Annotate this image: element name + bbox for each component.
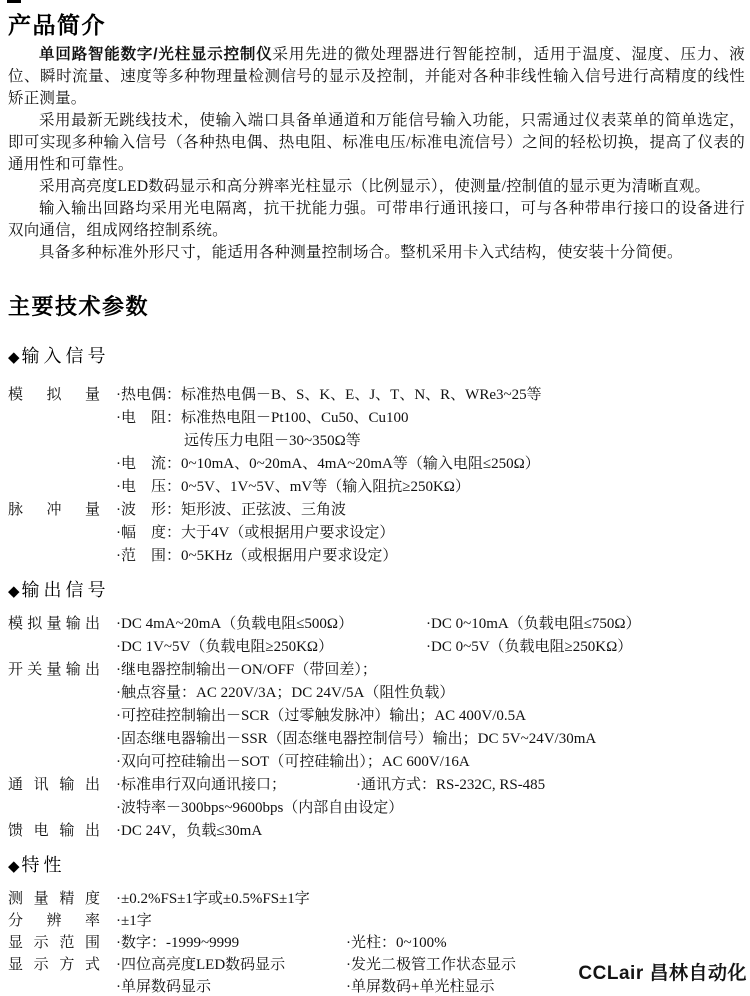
diamond-icon: ◆ (8, 350, 20, 366)
spec-label (8, 453, 100, 476)
spec-value: ·通讯方式：RS-232C, RS-485 (356, 777, 546, 793)
spec-row (8, 774, 745, 797)
spec-label (8, 636, 100, 659)
spec-row (8, 682, 745, 705)
intro-paragraph-3: 采用高亮度LED数码显示和高分辨率光柱显示（比例显示），使测量/控制值的显示更为清晰直观。 (39, 178, 711, 195)
spec-value: ·热电偶：标准热电偶－B、S、K、E、J、T、N、R、WRe3~25等 (116, 387, 542, 403)
spec-value: ·波特率－300bps~9600bps（内部自由设定） (116, 800, 404, 816)
spec-label: 馈电输出 (8, 823, 100, 839)
spec-label (8, 751, 100, 774)
diamond-icon: ◆ (8, 859, 20, 875)
spec-row (8, 407, 745, 430)
spec-value: ·±0.2%FS±1字或±0.5%FS±1字 (116, 891, 310, 907)
spec-label (8, 430, 100, 453)
intro-paragraph-5: 具备多种标准外形尺寸，能适用各种测量控制场合。整机采用卡入式结构，使安装十分简便。 (39, 244, 683, 261)
spec-row (8, 797, 745, 820)
spec-label (8, 728, 100, 751)
spec-value: ·四位高亮度LED数码显示 (116, 957, 286, 973)
input-signal-section (8, 384, 745, 568)
spec-value: ·波 形：矩形波、正弦波、三角波 (116, 502, 346, 518)
spec-label (8, 797, 100, 820)
spec-row (8, 453, 745, 476)
features-heading (8, 853, 745, 880)
spec-value: ·光柱：0~100% (346, 935, 447, 951)
intro-paragraph-4: 输入输出回路均采用光电隔离，抗干扰能力强。可带串行通讯接口，可与各种带串行接口的设备进行双向通信，组成网络控制系统。 (8, 200, 745, 239)
spec-value: ·双向可控硅输出－SOT（可控硅输出）；AC 600V/16A (116, 754, 470, 770)
spec-label (8, 705, 100, 728)
spec-row (8, 820, 745, 843)
spec-row (8, 636, 745, 659)
spec-row (8, 659, 745, 682)
corner-mark (7, 0, 21, 3)
spec-value: ·电 流：0~10mA、0~20mA、4mA~20mA等（输入电阻≤250Ω） (116, 456, 540, 472)
spec-value: ·数字：-1999~9999 (116, 935, 240, 951)
spec-value: ·DC 1V~5V（负载电阻≥250KΩ） (116, 639, 334, 655)
output-signal-heading-text: 输出信号 (21, 580, 110, 600)
intro-paragraph-2: 采用最新无跳线技术，使输入端口具备单通道和万能信号输入功能，只需通过仪表菜单的简单选定，即可实现多种输入信号（各种热电偶、热电阻、标准电压/标准电流信号）之间的轻松切换，提高了仪表的通用性和可靠性。 (8, 112, 745, 173)
spec-row (8, 728, 745, 751)
spec-row (8, 910, 745, 932)
spec-value: ·电 压：0~5V、1V~5V、mV等（输入阻抗≥250KΩ） (116, 479, 470, 495)
spec-row (8, 430, 745, 453)
input-signal-heading (8, 344, 745, 371)
spec-value: ·单屏数码显示 (116, 979, 211, 995)
spec-value: 远传压力电阻－30~350Ω等 (184, 433, 361, 449)
spec-value: ·DC 0~5V（负载电阻≥250KΩ） (426, 639, 633, 655)
spec-value: ·范 围：0~5KHz（或根据用户要求设定） (116, 548, 398, 564)
spec-value: ·发光二极管工作状态显示 (346, 957, 516, 973)
spec-label (8, 682, 100, 705)
spec-label: 显示范围 (8, 935, 100, 951)
spec-label: 测量精度 (8, 891, 100, 907)
spec-label: 分辨率 (8, 913, 100, 929)
spec-label (8, 545, 100, 568)
spec-value: ·固态继电器输出－SSR（固态继电器控制信号）输出；DC 5V~24V/30mA (116, 731, 597, 747)
spec-label (8, 407, 100, 430)
spec-row (8, 476, 745, 499)
spec-value: ·±1字 (116, 913, 152, 929)
spec-value: ·电 阻：标准热电阻－Pt100、Cu50、Cu100 (116, 410, 409, 426)
intro-paragraph-1-text: 采用先进的微处理器进行智能控制，适用于温度、湿度、压力、液位、瞬时流量、速度等多种物理量检测信号的显示及控制，并能对各种非线性输入信号进行高精度的线性矫正测量。 (8, 46, 745, 107)
output-signal-heading (8, 578, 745, 605)
brand-watermark: CCLair 昌林自动化 (578, 963, 747, 984)
spec-value: ·DC 0~10mA（负载电阻≤750Ω） (426, 616, 641, 632)
spec-value: ·单屏数码+单光柱显示 (346, 979, 495, 995)
spec-row (8, 888, 745, 910)
spec-label: 脉冲量 (8, 502, 100, 518)
spec-label (8, 522, 100, 545)
spec-row (8, 932, 745, 954)
diamond-icon: ◆ (8, 584, 20, 600)
spec-value: ·DC 4mA~20mA（负载电阻≤500Ω） (116, 616, 354, 632)
intro-title: 产品简介 (8, 12, 106, 38)
spec-value: ·标准串行双向通讯接口； (116, 777, 286, 793)
intro-section (8, 44, 745, 264)
spec-value: ·触点容量：AC 220V/3A；DC 24V/5A（阻性负载） (116, 685, 455, 701)
spec-row (8, 522, 745, 545)
spec-value: ·幅 度：大于4V（或根据用户要求设定） (116, 525, 395, 541)
specs-title: 主要技术参数 (8, 294, 150, 319)
spec-label (8, 976, 100, 996)
input-signal-heading-text: 输入信号 (21, 346, 110, 366)
spec-label: 通讯输出 (8, 777, 100, 793)
spec-row (8, 545, 745, 568)
spec-label (8, 476, 100, 499)
output-signal-section (8, 613, 745, 843)
intro-paragraph-1 (8, 44, 745, 110)
spec-row (8, 613, 745, 636)
product-name-bold: 单回路智能数字/光柱显示控制仪 (39, 46, 273, 63)
spec-value: ·DC 24V，负载≤30mA (116, 823, 263, 839)
spec-value: ·可控硅控制输出－SCR（过零触发脉冲）输出；AC 400V/0.5A (116, 708, 527, 724)
spec-label: 模拟量输出 (8, 616, 100, 632)
features-heading-text: 特性 (21, 855, 66, 875)
spec-value: ·继电器控制输出－ON/OFF（带回差）； (116, 662, 377, 678)
spec-label: 模拟量 (8, 387, 100, 403)
spec-row (8, 499, 745, 522)
spec-label: 显示方式 (8, 957, 100, 973)
spec-row (8, 705, 745, 728)
spec-row (8, 384, 745, 407)
spec-row (8, 751, 745, 774)
spec-label: 开关量输出 (8, 662, 100, 678)
